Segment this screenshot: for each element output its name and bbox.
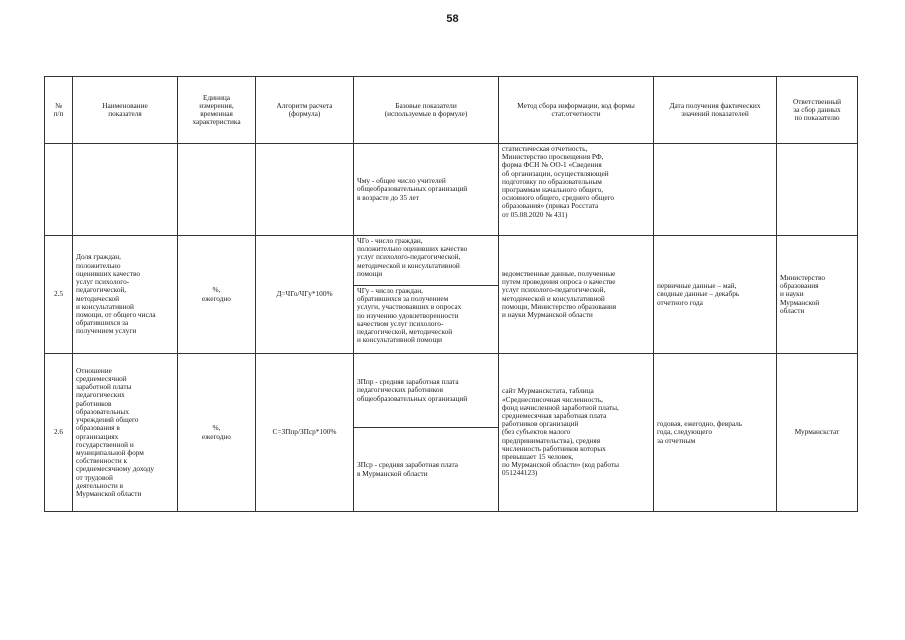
cell-empty xyxy=(256,144,354,236)
cell-empty xyxy=(45,144,73,236)
cell-date: годовая, ежегодно, февраль года, следующего за отчетным xyxy=(654,354,777,512)
cell-empty xyxy=(777,144,858,236)
cell-algorithm: С=ЗПпр/ЗПср*100% xyxy=(256,354,354,512)
cell-base: Чму - общее число учителей общеобразовательных организаций в возрасте до 35 лет xyxy=(354,144,499,236)
indicators-table xyxy=(44,76,858,512)
cell-empty xyxy=(654,144,777,236)
header-responsible: Ответственный за сбор данных по показателю xyxy=(777,77,858,144)
page-number: 58 xyxy=(446,13,459,25)
header-algorithm: Алгоритм расчета (формула) xyxy=(256,77,354,144)
cell-unit: %, ежегодно xyxy=(178,354,256,512)
cell-date: первичные данные – май, сводные данные – декабрь отчетного года xyxy=(654,236,777,354)
cell-responsible: Мурманскстат xyxy=(777,354,858,512)
cell-base: ЧГу - число граждан, обратившихся за получением услуги, участвовавших в опросах по изучению удовлетворенности качеством услуг психолого- педагогической, методической и консультативной помощи xyxy=(354,286,499,354)
cell-empty xyxy=(73,144,178,236)
header-base: Базовые показатели (используемые в формуле) xyxy=(354,77,499,144)
cell-method: ведомственные данные, полученные путем проведения опроса о качестве услуг психолого-педагогической, методической и консультативной помощи, Министерство образования и науки Мурманской области xyxy=(499,236,654,354)
cell-method: статистическая отчетность, Министерство просвещения РФ, форма ФСН № ОО-1 «Сведения об организации, осуществляющей подготовку по образовательным программам начального общего, основного общего, среднего общего образования» (приказ Росстата от 05.08.2020 № 431) xyxy=(499,144,654,236)
cell-base: ЗПср - средняя заработная плата в Мурманской области xyxy=(354,428,499,512)
cell-unit: %, ежегодно xyxy=(178,236,256,354)
cell-responsible: Министерство образования и науки Мурманской области xyxy=(777,236,858,354)
cell-algorithm: Д=ЧГо/ЧГу*100% xyxy=(256,236,354,354)
cell-num: 2.5 xyxy=(45,236,73,354)
header-method: Метод сбора информации, код формы стат.отчетности xyxy=(499,77,654,144)
header-date: Дата получения фактических значений показателей xyxy=(654,77,777,144)
header-num: № п/п xyxy=(45,77,73,144)
table-row xyxy=(45,144,858,236)
cell-method: сайт Мурманскстата, таблица «Среднесписочная численность, фонд начисленной заработной платы, среднемесячная заработная плата работников организаций (без субъектов малого предпринимательства), средняя численность работников которых превышает 15 человек, по Мурманской области» (код работы 051244123) xyxy=(499,354,654,512)
cell-name: Доля граждан, положительно оценивших качество услуг психолого- педагогической, методической и консультативной помощи, от общего числа обратившихся за получением услуги xyxy=(73,236,178,354)
table-row xyxy=(45,354,858,428)
cell-base: ЗПпр - средняя заработная плата педагогических работников общеобразовательных организаций xyxy=(354,354,499,428)
table-row xyxy=(45,236,858,286)
cell-num: 2.6 xyxy=(45,354,73,512)
header-name: Наименование показателя xyxy=(73,77,178,144)
header-row xyxy=(45,77,858,144)
cell-base: ЧГо - число граждан, положительно оценивших качество услуг психолого-педагогической, методической и консультативной помощи xyxy=(354,236,499,286)
cell-name: Отношение среднемесячной заработной платы педагогических работников образовательных учреждений общего образования в организациях государственной и муниципальной форм собственности к среднемесячному доходу от трудовой деятельности в Мурманской области xyxy=(73,354,178,512)
cell-empty xyxy=(178,144,256,236)
header-unit: Единица измерения, временная характеристика xyxy=(178,77,256,144)
